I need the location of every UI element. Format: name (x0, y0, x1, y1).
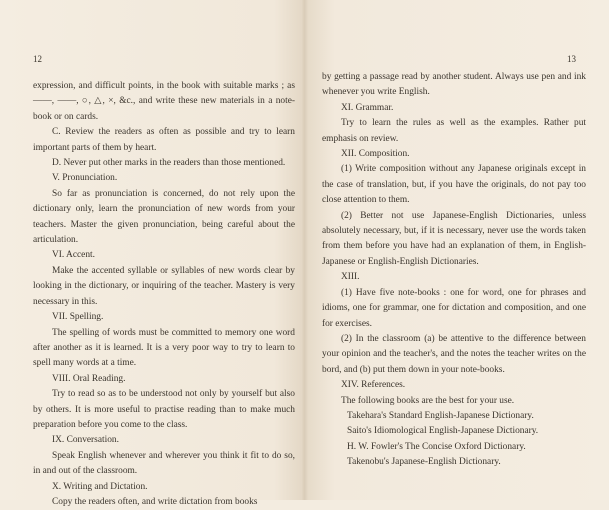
page-number-right: 13 (567, 54, 576, 64)
page-number-left: 12 (33, 54, 42, 64)
reference-book: Takenobu's Japanese-English Dictionary. (347, 457, 501, 468)
paragraph: Copy the readers often, and write dictation from books (52, 496, 258, 507)
paragraph: C. Review the readers as often as possible and try to learn important parts of them by heart. (33, 127, 295, 153)
section-heading: VII. Spelling. (52, 312, 104, 323)
left-page (0, 0, 302, 507)
paragraph: (1) Have five note-books : one for word, one for phrases and idioms, one for grammar, one for dictation and composition, and one for exercises. (322, 287, 586, 329)
paragraph: Try to read so as to be understood not only by yourself but also by others. It is more useful to practise reading than to make much preparation before you come to the class. (33, 389, 295, 430)
reference-book: H. W. Fowler's The Concise Oxford Dictionary. (347, 441, 526, 452)
paragraph: The following books are the best for your use. (341, 395, 515, 406)
paragraph: (1) Write composition without any Japanese originals except in the case of translation, but, if you have the originals, do not pay too close attention to them. (322, 164, 586, 206)
section-heading: X. Writing and Dictation. (52, 481, 148, 492)
section-heading: XIII. (341, 272, 360, 283)
paragraph: expression, and difficult points, in the book with suitable marks ; as ——, ——, ○, △, ×, &c., and write these new materials in a note-book or on cards. (33, 81, 295, 122)
paragraph: Speak English whenever and wherever you think it fit to do so, in and out of the classroom. (33, 450, 295, 477)
paragraph: by getting a passage read by another student. Always use pen and ink whenever you write English. (322, 72, 586, 98)
paragraph: (2) In the classroom (a) be attentive to the difference between your opinion and the teacher's, and the notes the teacher writes on the bord, and (b) put them down in your note-books. (322, 333, 586, 375)
reference-book: Saito's Idiomological English-Japanese Dictionary. (347, 426, 539, 437)
section-heading: IX. Conversation. (52, 435, 119, 446)
section-heading: V. Pronunciation. (52, 173, 118, 184)
paragraph: Try to learn the rules as well as the examples. Rather put emphasis on review. (322, 118, 586, 144)
section-heading: VI. Accent. (52, 250, 95, 261)
paragraph: D. Never put other marks in the readers than those mentioned. (52, 158, 286, 169)
reference-book: Takehara's Standard English-Japanese Dictionary. (347, 410, 534, 421)
right-page-text (322, 70, 586, 471)
left-page-text (33, 79, 295, 510)
paragraph: (2) Better not use Japanese-English Dictionaries, unless absolutely necessary, but, if it is necessary, never use the words taken from them before you have had an explanation of them, in English-Japanese or English-English Dictionaries. (322, 210, 586, 267)
right-page (304, 0, 609, 500)
section-heading: XI. Grammar. (341, 102, 394, 113)
paragraph: Make the accented syllable or syllables of new words clear by looking in the dictionary, or inquiring of the teacher. Mastery is very necessary in this. (33, 265, 295, 307)
section-heading: XIV. References. (341, 380, 406, 391)
section-heading: XII. Composition. (341, 149, 410, 160)
section-heading: VIII. Oral Reading. (52, 373, 126, 384)
paragraph: So far as pronunciation is concerned, do not rely upon the dictionary only, learn the pronunciation of new words from your teachers. Master the given pronunciation, being careful about the articulation. (33, 188, 295, 246)
paragraph: The spelling of words must be committed to memory one word after another as it is learned. It is a very poor way to try to learn to spell many words at a time. (33, 327, 295, 369)
